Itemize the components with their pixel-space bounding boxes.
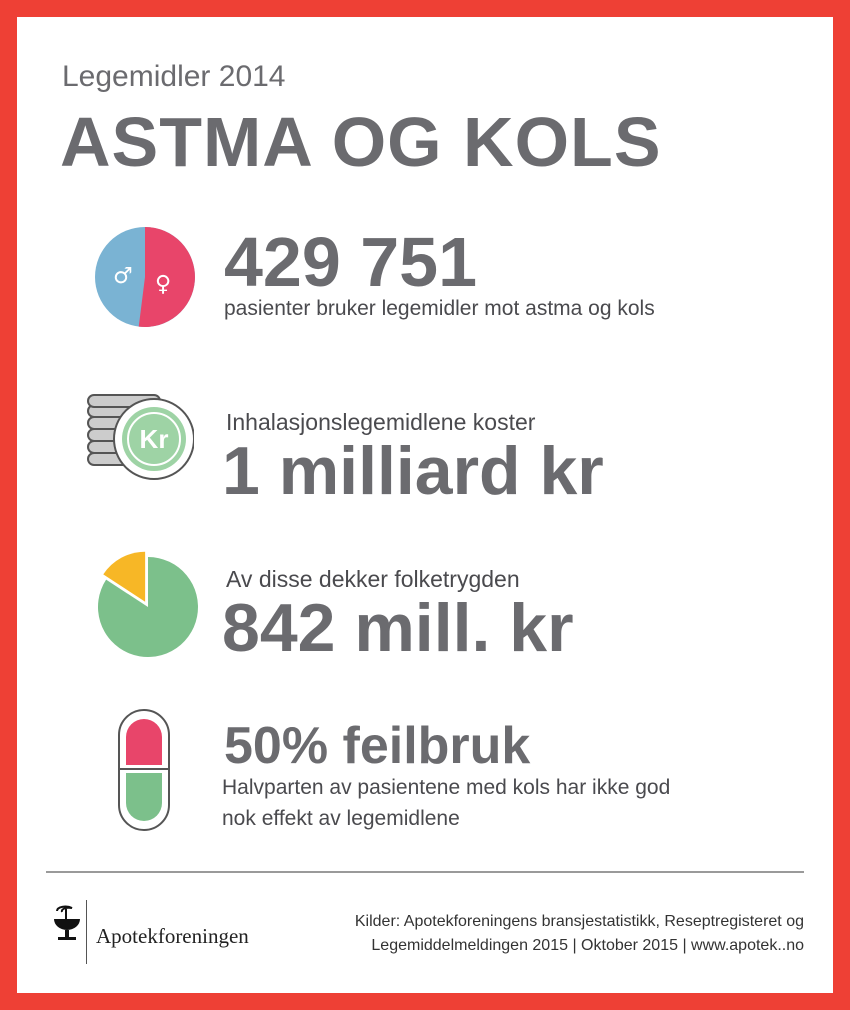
coverage-pie-icon bbox=[92, 545, 202, 661]
pharmacy-bowl-icon bbox=[52, 905, 82, 945]
logo-name: Apotekforeningen bbox=[96, 924, 249, 948]
misuse-value: 50% feilbruk bbox=[224, 717, 531, 775]
logo-separator bbox=[86, 900, 87, 964]
cost-value: 1 milliard kr bbox=[222, 433, 604, 509]
footer-divider bbox=[46, 871, 804, 873]
sources-line-1: Kilder: Apotekforeningens bransjestatistikk, Reseptregisteret og bbox=[354, 913, 804, 930]
patients-caption: pasienter bruker legemidler mot astma og kols bbox=[224, 297, 655, 320]
sources-line-2: Legemiddelmeldingen 2015 | Oktober 2015 | www.apotek..no bbox=[371, 937, 804, 954]
coin-stack-icon bbox=[84, 393, 194, 485]
male-symbol: ♂ bbox=[113, 264, 133, 289]
subtitle: Legemidler 2014 bbox=[62, 60, 286, 93]
sources-credit bbox=[355, 910, 804, 958]
patients-count: 429 751 bbox=[224, 223, 478, 301]
capsule-icon bbox=[117, 708, 171, 832]
female-symbol: ♀ bbox=[154, 272, 172, 297]
misuse-caption-line1: Halvparten av pasientene med kols har ikke god bbox=[222, 776, 671, 799]
gender-pie-icon bbox=[93, 225, 197, 329]
misuse-caption-line2: nok effekt av legemidlene bbox=[222, 807, 460, 830]
coin-label: Kr bbox=[139, 424, 169, 454]
page-title: ASTMA OG KOLS bbox=[60, 103, 662, 181]
cost-caption: Inhalasjonslegemidlene koster bbox=[226, 409, 536, 435]
coverage-value: 842 mill. kr bbox=[222, 590, 574, 666]
coverage-caption: Av disse dekker folketrygden bbox=[226, 566, 520, 592]
